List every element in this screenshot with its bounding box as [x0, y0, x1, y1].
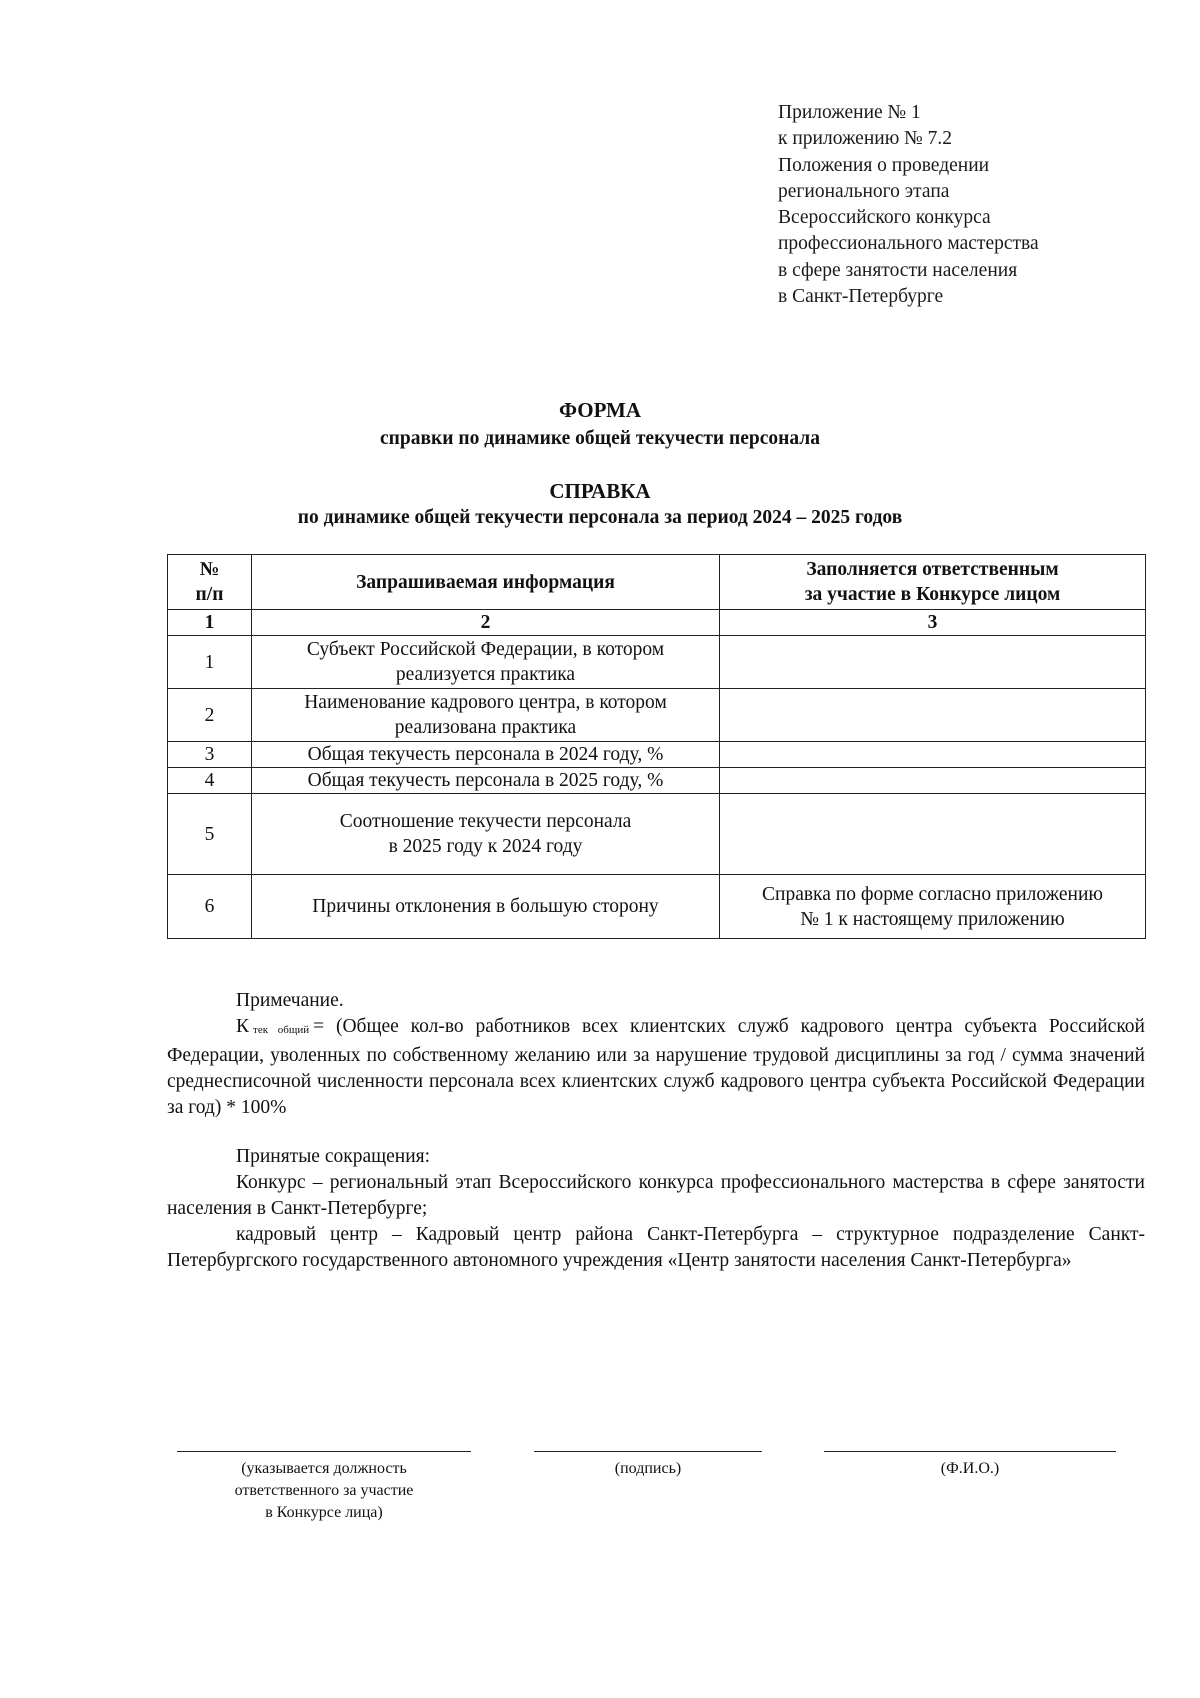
annex-line: Всероссийского конкурса — [778, 207, 991, 229]
form-title: ФОРМА — [558, 398, 642, 422]
column-numbers-row — [168, 610, 1146, 636]
position-signature-line[interactable] — [177, 1451, 471, 1452]
certificate-subtitle: по динамике общей текучести персонала за период 2024 – 2025 годов — [297, 507, 903, 528]
note-title: Примечание. — [236, 990, 344, 1011]
col-number-header: № п/п — [168, 555, 252, 610]
formula-k-letter: К — [236, 1016, 250, 1037]
row-fill-cell[interactable] — [720, 742, 1146, 768]
row-fill-cell: Справка по форме согласно приложению № 1 к настоящему приложению — [720, 875, 1146, 939]
row-number: 1 — [168, 636, 252, 689]
formula-text: = (Общее кол-во работников всех клиентских служб кадрового центра субъекта Российской Федерации, уволенных по собственному желанию или за нарушение трудовой дисциплины за год / сумма значений среднесписочной численности персонала всех клиентских служб кадрового центра субъекта Российской Федерации за год) * 100% — [167, 1016, 1145, 1118]
table-row — [168, 742, 1146, 768]
table-row — [168, 689, 1146, 742]
full-name-caption: (Ф.И.О.) — [940, 1460, 1000, 1477]
info-table — [167, 554, 1146, 939]
row-number: 5 — [168, 794, 252, 875]
annex-line: регионального этапа — [778, 180, 950, 202]
abbreviations-title: Принятые сокращения: — [236, 1146, 431, 1167]
annex-line: в Санкт-Петербурге — [778, 286, 944, 308]
signature-line[interactable] — [534, 1451, 762, 1452]
column-number: 1 — [168, 610, 252, 636]
table-row — [168, 768, 1146, 794]
table-row — [168, 875, 1146, 939]
column-number: 2 — [252, 610, 720, 636]
abbreviations-block — [167, 1144, 1145, 1274]
form-subtitle: справки по динамике общей текучести персонала — [380, 428, 820, 449]
row-info: Соотношение текучести персонала в 2025 году к 2024 году — [252, 794, 720, 875]
formula-k-subscript: тек общий — [253, 1024, 310, 1036]
row-info: Общая текучесть персонала в 2025 году, % — [252, 768, 720, 794]
abbreviation-item: кадровый центр – Кадровый центр района Санкт-Петербурга – структурное подразделение Санкт-Петербургского государственного автономного учреждения «Центр занятости населения Санкт-Петербурга» — [167, 1224, 1145, 1271]
table-row — [168, 636, 1146, 689]
row-fill-cell[interactable] — [720, 794, 1146, 875]
abbreviation-item: Конкурс – региональный этап Всероссийского конкурса профессионального мастерства в сфере занятости населения в Санкт-Петербурге; — [167, 1172, 1145, 1219]
row-number: 6 — [168, 875, 252, 939]
signature-caption: (подпись) — [614, 1460, 682, 1477]
position-caption: (указывается должность ответственного за участие в Конкурсе лица) — [234, 1460, 414, 1521]
annex-line: Приложение № 1 — [778, 102, 921, 123]
note-formula — [167, 1014, 1145, 1121]
annex-line: в сфере занятости населения — [778, 259, 1018, 281]
annex-line: профессионального мастерства — [778, 233, 1039, 255]
row-number: 3 — [168, 742, 252, 768]
row-info: Общая текучесть персонала в 2024 году, % — [252, 742, 720, 768]
column-number: 3 — [720, 610, 1146, 636]
row-number: 4 — [168, 768, 252, 794]
row-number: 2 — [168, 689, 252, 742]
row-info: Причины отклонения в большую сторону — [252, 875, 720, 939]
annex-line: Положения о проведении — [778, 154, 990, 176]
row-info: Наименование кадрового центра, в котором реализована практика — [252, 689, 720, 742]
table-row — [168, 794, 1146, 875]
row-info: Субъект Российской Федерации, в котором реализуется практика — [252, 636, 720, 689]
annex-line: к приложению № 7.2 — [778, 128, 953, 150]
row-fill-cell[interactable] — [720, 768, 1146, 794]
row-fill-cell[interactable] — [720, 689, 1146, 742]
col-fill-header: Заполняется ответственным за участие в Конкурсе лицом — [720, 555, 1146, 610]
annex-reference — [778, 100, 1178, 310]
full-name-signature-line[interactable] — [824, 1451, 1116, 1452]
certificate-title: СПРАВКА — [549, 479, 651, 503]
note-block — [167, 988, 1145, 1121]
col-info-header: Запрашиваемая информация — [252, 555, 720, 610]
row-fill-cell[interactable] — [720, 636, 1146, 689]
table-header-row — [168, 555, 1146, 610]
